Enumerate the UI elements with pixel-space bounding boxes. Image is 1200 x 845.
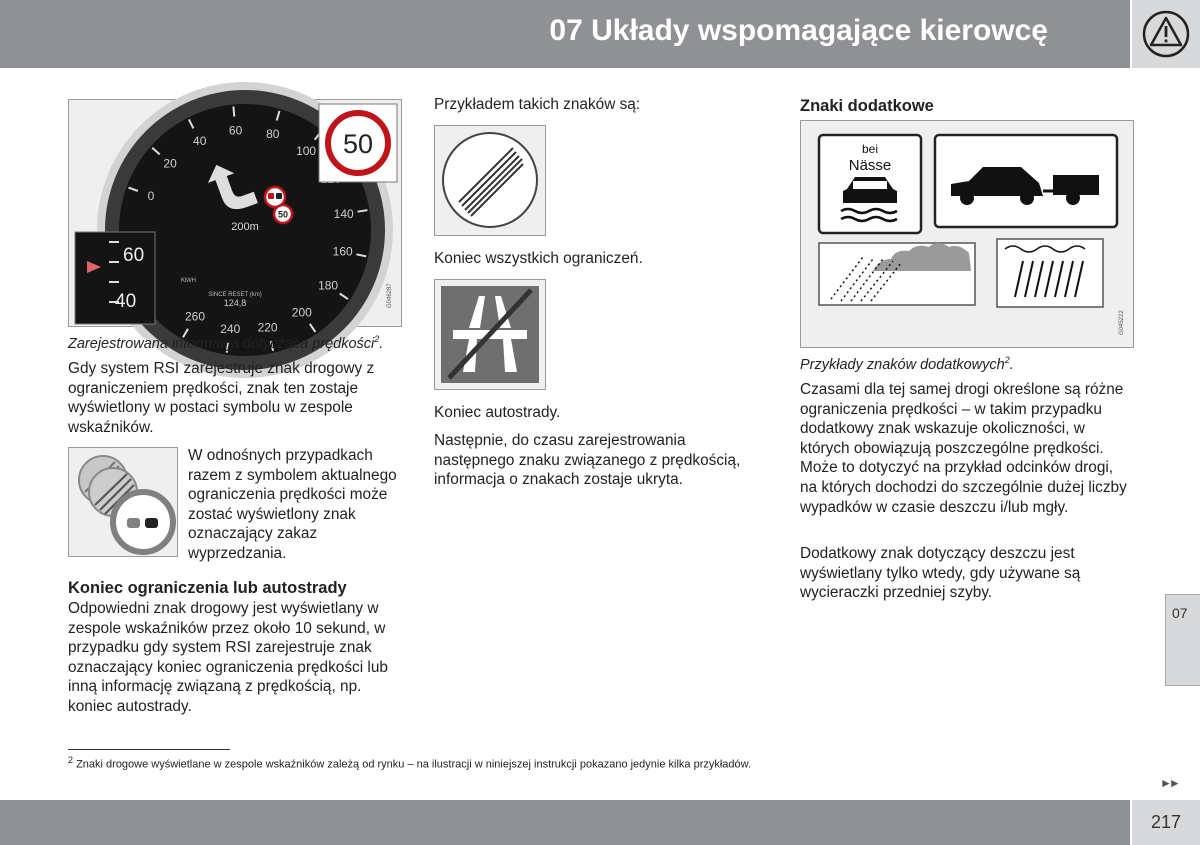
rain-sign-paragraph: Dodatkowy znak dotyczący deszczu jest wyświetlany tylko wtedy, gdy używane są wycieraczki przedniej szyby. [800, 545, 1081, 602]
end-limit-paragraph: Odpowiedni znak drogowy jest wyświetlany w zespole wskaźników przez około 10 sekund, w przypadku gdy system RSI zarejestruje znak oznaczający koniec ograniczenia prędkości lub inną informację związaną z prędkością, np. koniec autostrady. [68, 600, 388, 715]
speed-tick-label: 60 [228, 123, 243, 138]
since-reset-value: 124,8 [223, 298, 247, 308]
figure-code: G046287 [387, 283, 393, 308]
footnote-separator [68, 749, 230, 750]
speed-tick-label: 260 [184, 309, 206, 324]
speed-tick-label: 160 [332, 244, 353, 259]
page-header [0, 0, 1130, 68]
double-arrow-right-icon: ►► [1160, 776, 1178, 790]
chapter-title: 07 Układy wspomagające kierowcę [549, 14, 1048, 47]
additional-signs-heading: Znaki dodatkowe [800, 97, 934, 115]
svg-text:50: 50 [277, 209, 289, 220]
header-icon-box [1132, 0, 1200, 68]
speed-tick-label: 100 [296, 143, 317, 158]
speed-tick-label: 180 [318, 278, 339, 293]
trailer-sign [935, 135, 1117, 227]
wet-road-sign [819, 135, 921, 233]
end-all-limits-sign [435, 126, 545, 235]
end-motorway-caption: Koniec autostrady. [434, 404, 561, 421]
additional-signs-caption: Przykłady znaków dodatkowych$^2$. [800, 355, 1014, 373]
zoom-lower: 40 [115, 291, 137, 312]
end-motorway-sign [435, 280, 545, 389]
speed-tick-label: 0 [147, 188, 155, 203]
speed-tick-label: 140 [333, 207, 354, 221]
nav-distance: 200m [231, 221, 259, 233]
warning-triangle-icon [1132, 0, 1200, 68]
speed-tick-label: 240 [220, 321, 241, 336]
page-footer [0, 800, 1130, 845]
no-overtaking-figure [68, 447, 178, 557]
speedometer-caption: Zarejestrowana informacja dotycząca prędkości$^2$. [68, 334, 384, 352]
chapter-side-tab [1165, 594, 1200, 686]
speed-tick-label: 80 [266, 126, 280, 141]
zoom-upper: 60 [123, 245, 145, 266]
examples-intro: Przykładem takich znaków są: [434, 96, 641, 113]
end-motorway-figure [434, 279, 546, 390]
fog-rain-sign [819, 243, 975, 305]
speed-tick-label: 40 [193, 133, 207, 148]
end-all-limits-figure [434, 125, 546, 236]
speedometer-figure [68, 99, 402, 336]
speedometer-illustration [69, 100, 401, 336]
speed-unit: KM/H [181, 278, 196, 284]
speed-limit-sign [328, 113, 388, 173]
rsi-paragraph: Gdy system RSI zarejestruje znak drogowy z ograniczeniem prędkości, znak ten zostaje wyświetlony w postaci symbolu w zespole wskaźników. [68, 360, 375, 436]
chapter-side-tab-label: 07 [1172, 605, 1188, 621]
heavy-rain-sign [997, 239, 1103, 307]
additional-signs-figure [800, 120, 1134, 348]
svg-text:50: 50 [342, 129, 374, 159]
speed-tick-label: 200 [291, 305, 312, 320]
hidden-info-paragraph: Następnie, do czasu zarejestrowania następnego znaku związanego z prędkością, informacja o znakach zostaje ukryta. [434, 432, 741, 489]
speed-tick-label: 20 [163, 156, 177, 171]
end-limit-heading: Koniec ograniczenia lub autostrady [68, 579, 347, 597]
different-limits-paragraph: Czasami dla tej samej drogi określone są różne ograniczenia prędkości – w takim przypadku dodatkowy znak wskazuje okoliczności, w których obowiązują poszczególne prędkości. Może to dotyczyć na przykład odcinków drogi, na których dochodzi do szczególnie dużej liczby wypadków w czasie deszczu i/lub mgły. [800, 381, 1127, 516]
speed-limit-mini-sign [274, 205, 292, 223]
speed-tick-label: 220 [257, 320, 278, 335]
svg-text:Nässe: Nässe [848, 157, 892, 174]
page-number: 217 [1132, 800, 1200, 845]
no-overtaking-paragraph: W odnośnych przypadkach razem z symbolem aktualnego ograniczenia prędkości może zostać wyświetlony znak oznaczający zakaz wyprzedzania. [188, 447, 397, 562]
figure-code: G045222 [1119, 310, 1125, 335]
footnote: $^2$ Znaki drogowe wyświetlane w zespole wskaźników zależą od rynku – na ilustracji w niniejszej instrukcji pokazano jedynie kilka przykładów. [68, 755, 752, 771]
speed-tick-mark [233, 107, 234, 117]
end-all-limits-caption: Koniec wszystkich ograniczeń. [434, 250, 643, 267]
since-reset-label: SINCE RESET (km) [208, 292, 262, 298]
svg-text:bei: bei [861, 142, 879, 156]
no-overtaking-sign [113, 492, 173, 552]
